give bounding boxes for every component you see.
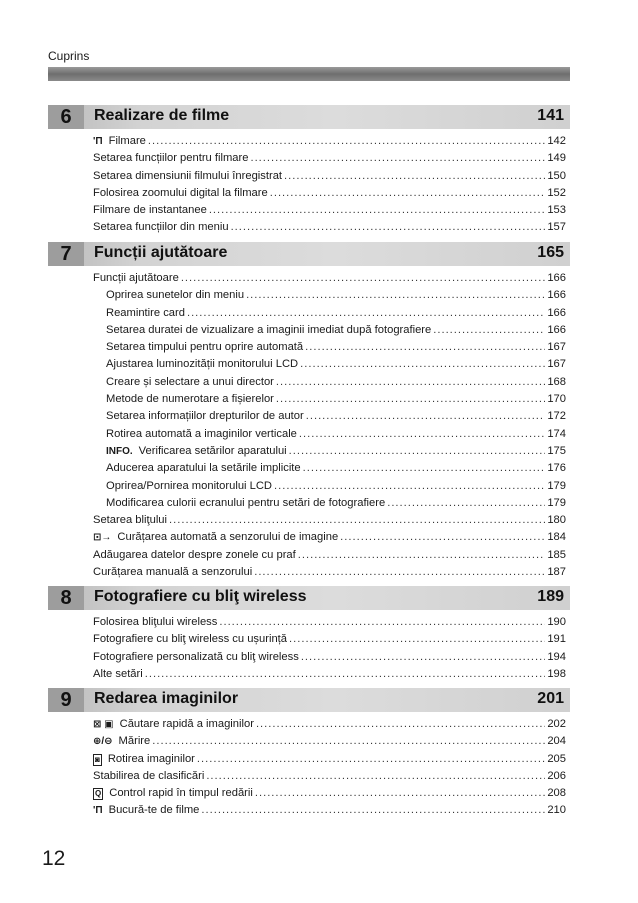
rotate-icon: ◙ <box>95 754 100 764</box>
section-6 <box>48 105 570 237</box>
toc-entry[interactable] <box>48 287 570 304</box>
entry-page-number: 180 <box>547 514 566 527</box>
entry-page-number: 190 <box>547 616 566 628</box>
entry-page-number: 205 <box>547 752 566 765</box>
entry-page-number: 166 <box>547 323 566 336</box>
section-title: Redarea imaginilor <box>94 690 239 707</box>
toc-entry[interactable] <box>48 339 570 356</box>
section-header[interactable] <box>48 105 570 129</box>
entry-page-number: 167 <box>547 358 566 371</box>
entry-page-number: 150 <box>547 169 566 182</box>
section-number: 6 <box>48 105 84 129</box>
entry-page-number: 202 <box>547 718 566 730</box>
entry-title: Setarea dimensiunii filmului înregistrat <box>93 169 283 182</box>
entry-page-number: 170 <box>547 393 566 406</box>
toc-entry[interactable] <box>48 751 570 768</box>
section-header[interactable] <box>48 586 570 610</box>
section-page-number: 141 <box>537 107 564 124</box>
dot-leader <box>306 408 546 425</box>
dot-leader <box>276 391 545 408</box>
dot-leader <box>148 133 545 150</box>
toc-entry[interactable] <box>48 460 570 477</box>
dot-leader <box>433 322 545 339</box>
entry-title: Bucură-te de filme <box>108 804 200 817</box>
toc-entry[interactable] <box>48 219 570 236</box>
toc-entry[interactable] <box>48 408 570 425</box>
toc-entry[interactable] <box>48 133 570 150</box>
section-number: 7 <box>48 242 84 266</box>
toc-entry[interactable] <box>48 716 570 733</box>
toc-entry[interactable] <box>48 547 570 564</box>
entry-title: Căutare rapidă a imaginilor <box>119 718 254 730</box>
entry-title: Modificarea culorii ecranului pentru setări de fotografiere <box>106 496 386 509</box>
section-page-number: 201 <box>537 690 564 707</box>
entry-list <box>48 133 570 237</box>
section-header[interactable] <box>48 242 570 266</box>
running-header: Cuprins <box>48 49 90 63</box>
entry-page-number: 198 <box>547 667 566 680</box>
dot-leader <box>197 751 545 768</box>
entry-title: Aducerea aparatului la setările implicite <box>106 462 301 475</box>
dot-leader <box>145 666 546 683</box>
dot-leader <box>201 802 545 819</box>
entry-title: Setarea duratei de vizualizare a imaginii imediat după fotografiere <box>106 323 432 336</box>
section-title: Funcții ajutătoare <box>94 244 228 261</box>
dot-leader <box>387 495 545 512</box>
toc-entry[interactable] <box>48 202 570 219</box>
dot-leader <box>254 564 545 581</box>
entry-title: Folosirea bliţului wireless <box>93 616 218 628</box>
dot-leader <box>305 339 545 356</box>
dot-leader <box>246 287 545 304</box>
toc-entry[interactable] <box>48 185 570 202</box>
sensor-cleaning-icon: ⊡→ <box>93 532 112 544</box>
entry-title: Setarea funcțiilor din meniu <box>93 221 229 234</box>
entry-page-number: 172 <box>547 410 566 423</box>
dot-leader <box>256 716 545 733</box>
entry-title: Control rapid în timpul redării <box>109 787 253 800</box>
toc-entry[interactable] <box>48 631 570 648</box>
entry-page-number: 153 <box>547 204 566 217</box>
toc-entry[interactable] <box>48 666 570 683</box>
dot-leader <box>152 733 545 750</box>
entry-page-number: 185 <box>547 548 566 561</box>
entry-title: Filmare <box>108 135 146 147</box>
entry-page-number: 152 <box>547 186 566 199</box>
entry-page-number: 176 <box>547 462 566 475</box>
toc-entry[interactable] <box>48 768 570 785</box>
section-page-number: 189 <box>537 588 564 605</box>
dot-leader <box>303 460 546 477</box>
entry-title: Curățarea manuală a senzorului <box>93 566 253 579</box>
entry-title: Folosirea zoomului digital la filmare <box>93 186 268 199</box>
entry-page-number: 204 <box>547 735 566 748</box>
entry-page-number: 179 <box>547 496 566 509</box>
section-8 <box>48 586 570 683</box>
section-title: Realizare de filme <box>94 107 230 124</box>
entry-page-number: 174 <box>547 427 566 440</box>
toc-entry[interactable] <box>48 529 570 546</box>
info-button-icon: INFO. <box>106 445 133 457</box>
toc-entry[interactable] <box>48 426 570 443</box>
toc-entry[interactable] <box>48 270 570 287</box>
dot-leader <box>289 631 545 648</box>
entry-page-number: 166 <box>547 306 566 319</box>
entry-title: Oprirea/Pornirea monitorului LCD <box>106 479 273 492</box>
entry-title: Metode de numerotare a fișierelor <box>106 393 274 406</box>
toc-entry[interactable] <box>48 305 570 322</box>
entry-page-number: 157 <box>547 221 566 234</box>
toc-entry[interactable] <box>48 802 570 819</box>
entry-page-number: 184 <box>547 531 566 544</box>
entry-title: Curățarea automată a senzorului de imagine <box>117 531 339 544</box>
quick-control-icon: Q <box>95 789 102 799</box>
entry-title: Rotirea automată a imaginilor verticale <box>106 427 297 440</box>
section-number: 8 <box>48 586 84 610</box>
entry-title: Setarea bliţului <box>93 514 168 527</box>
entry-title: Creare și selectare a unui director <box>106 375 274 388</box>
dot-leader <box>299 426 545 443</box>
dot-leader <box>206 768 545 785</box>
dot-leader <box>300 356 545 373</box>
dot-leader <box>289 443 546 460</box>
entry-page-number: 187 <box>547 566 566 579</box>
section-9 <box>48 688 570 820</box>
entry-title: Oprirea sunetelor din meniu <box>106 289 245 302</box>
magnify-icon: ⊕/⊖ <box>93 736 113 748</box>
entry-title: Setarea informațiilor drepturilor de autor <box>106 410 304 423</box>
toc-entry[interactable] <box>48 649 570 666</box>
entry-list <box>48 614 570 683</box>
entry-title: Alte setări <box>93 667 143 680</box>
entry-page-number: 149 <box>547 152 566 165</box>
toc-entry[interactable] <box>48 443 570 460</box>
toc-entry[interactable] <box>48 150 570 167</box>
dot-leader <box>219 614 545 631</box>
toc-entry[interactable] <box>48 356 570 373</box>
dot-leader <box>169 512 545 529</box>
entry-title: Filmare de instantanee <box>93 204 207 217</box>
entry-title: Adăugarea datelor despre zonele cu praf <box>93 548 296 561</box>
entry-title: Stabilirea de clasificări <box>93 769 205 782</box>
dot-leader <box>187 305 545 322</box>
dot-leader <box>231 219 546 236</box>
entry-page-number: 194 <box>547 650 566 663</box>
entry-page-number: 191 <box>547 633 566 646</box>
toc-entry[interactable] <box>48 495 570 512</box>
entry-page-number: 179 <box>547 479 566 492</box>
entry-page-number: 168 <box>547 375 566 388</box>
entry-page-number: 175 <box>547 444 566 457</box>
dot-leader <box>298 547 546 564</box>
section-header[interactable] <box>48 688 570 712</box>
entry-title: Fotografiere cu bliţ wireless cu ușurință <box>93 633 288 646</box>
toc-entry[interactable] <box>48 168 570 185</box>
dot-leader <box>255 785 545 802</box>
header-rule <box>48 67 570 81</box>
entry-page-number: 206 <box>547 769 566 782</box>
entry-list <box>48 716 570 820</box>
entry-page-number: 167 <box>547 341 566 354</box>
section-number: 9 <box>48 688 84 712</box>
dot-leader <box>284 168 545 185</box>
toc-entry[interactable] <box>48 564 570 581</box>
entry-title: Ajustarea luminozității monitorului LCD <box>106 358 299 371</box>
entry-title: Funcții ajutătoare <box>93 272 179 284</box>
toc-entry[interactable] <box>48 322 570 339</box>
section-title: Fotografiere cu bliţ wireless <box>94 588 307 605</box>
dot-leader <box>276 374 545 391</box>
entry-page-number: 142 <box>547 135 566 147</box>
entry-page-number: 166 <box>547 289 566 302</box>
toc-entry[interactable] <box>48 614 570 631</box>
entry-page-number: 208 <box>547 787 566 800</box>
dot-leader <box>340 529 545 546</box>
entry-title: Fotografiere personalizată cu bliţ wireless <box>93 650 299 663</box>
dot-leader <box>250 150 545 167</box>
dot-leader <box>270 185 546 202</box>
entry-title: Rotirea imaginilor <box>107 752 195 765</box>
entry-title: Setarea funcțiilor pentru filmare <box>93 152 249 165</box>
entry-title: Verificarea setărilor aparatului <box>138 444 287 457</box>
dot-leader <box>301 649 546 666</box>
dot-leader <box>181 270 546 287</box>
dot-leader <box>209 202 546 219</box>
movie-camera-icon: 'Π <box>93 136 103 147</box>
entry-list <box>48 270 570 581</box>
toc-entry[interactable] <box>48 478 570 495</box>
page-number: 12 <box>42 847 66 870</box>
entry-title: Reamintire card <box>106 306 185 319</box>
entry-title: Setarea timpului pentru oprire automată <box>106 341 304 354</box>
toc-entry[interactable] <box>48 785 570 802</box>
movie-camera-icon: 'Π <box>93 805 103 817</box>
toc-entry[interactable] <box>48 374 570 391</box>
toc-entry[interactable] <box>48 391 570 408</box>
dot-leader <box>274 478 545 495</box>
toc-entry[interactable] <box>48 512 570 529</box>
index-jump-icon: ⊠ ▣ <box>93 719 114 730</box>
section-7 <box>48 242 570 581</box>
entry-page-number: 210 <box>547 804 566 817</box>
toc-entry[interactable] <box>48 733 570 750</box>
section-page-number: 165 <box>537 244 564 261</box>
entry-page-number: 166 <box>547 272 566 284</box>
entry-title: Mărire <box>118 735 151 748</box>
